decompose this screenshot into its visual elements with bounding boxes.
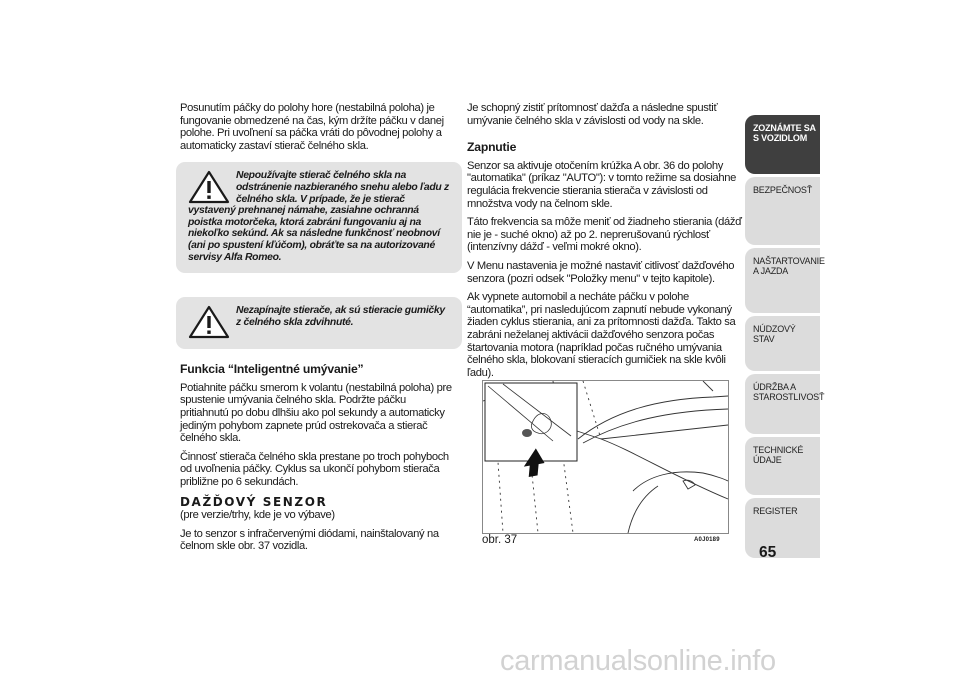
- figure-illustration: [482, 380, 729, 534]
- watermark: carmanualsonline.info: [500, 645, 776, 677]
- right-column: [467, 102, 742, 385]
- paragraph: Potiahnite páčku smerom k volantu (nestabilná poloha) pre spustenie umývania čelného skla. Podržte páčku pritiahnutú po dobu dlhšiu ako pol sekundy a automaticky jediným pohybom zapnete prúd ostrekovača a stierač čelného skla.: [180, 381, 452, 445]
- tab-starting-driving[interactable]: NAŠTARTOVANIE A JAZDA: [745, 248, 820, 313]
- paragraph: Ak vypnete automobil a necháte páčku v polohe “automatika”, pri nasledujúcom zapnutí nebude vykonaný žiaden cyklus stierania, ani za prítomnosti dažďa. Takto sa zabráni neželanej aktivácii dažďového senzora počas štartovania motora (napríklad počas ručného umývania čelného skla, blokovaní stieracích gumičiek na skle kvôli ľadu).: [467, 291, 736, 379]
- paragraph: V Menu nastavenia je možné nastaviť citlivosť dažďového senzora (pozri odsek "Položky menu" v tejto kapitole).: [467, 259, 735, 285]
- paragraph: Činnosť stierača čelného skla prestane po troch pohyboch od uvoľnenia páčky. Cyklus sa ukončí pohybom stierača približne po 6 sekundách.: [180, 450, 449, 488]
- warning-box: [176, 297, 462, 349]
- section-heading: Zapnutie: [467, 140, 517, 155]
- paragraph: Posunutím páčky do polohy hore (nestabilná poloha) je fungovanie obmedzené na čas, kým držíte páčku v danej polohe. Pri uvoľnení sa páčka vráti do pôvodnej polohy a automaticky zastaví stierač čelného skla.: [180, 102, 444, 152]
- tab-maintenance[interactable]: ÚDRŽBA A STAROSTLIVOSŤ: [745, 374, 820, 434]
- paragraph: Táto frekvencia sa môže meniť od žiadneho stierania (dážď nie je - suché okno) až po 2. neprerušovanú rýchlosť (intenzívny dážď - veľmi mokré okno).: [467, 216, 742, 254]
- warning-triangle-icon: [188, 305, 230, 339]
- warning-box: [176, 162, 462, 273]
- figure-caption: obr. 37: [482, 534, 518, 546]
- paragraph: Je to senzor s infračervenými diódami, nainštalovaný na čelnom skle obr. 37 vozidla.: [180, 527, 439, 553]
- warning-text: Nezapínajte stierače, ak sú stieracie gumičky z čelného skla zdvihnuté.: [236, 305, 445, 328]
- paragraph: Senzor sa aktivuje otočením krúžka A obr. 36 do polohy "automatika" (príkaz "AUTO"): v tomto režime sa dosiahne regulácia frekvencie stierania stierača v závislosti od množstva vody na čelnom skle.: [467, 159, 737, 210]
- left-column: [180, 102, 452, 559]
- tab-emergency[interactable]: NÚDZOVÝ STAV: [745, 316, 820, 371]
- tab-index[interactable]: REGISTER: [745, 498, 820, 558]
- tab-getting-to-know[interactable]: ZOZNÁMTE SA S VOZIDLOM: [745, 115, 820, 174]
- chapter-tabs: [745, 115, 825, 561]
- paragraph: (pre verzie/trhy, kde je vo výbave): [180, 509, 335, 522]
- warning-triangle-icon: [188, 170, 230, 204]
- warning-text: Nepoužívajte stierač čelného skla na odstránenie nazbieraného snehu alebo ľadu z čelného skla. V prípade, že je stierač vystavený prehnanej námahe, zasiahne ochranná poistka motorčeka, ktorá zabráni fungovaniu aj na niekoľko sekúnd. Ak sa následne funkčnosť neobnoví (ani po spustení kľúčom), obráťte sa na autorizované servisy Alfa Romeo.: [188, 170, 449, 263]
- section-heading: Funkcia “Inteligentné umývanie”: [180, 362, 364, 377]
- car-windshield-illustration: [483, 381, 728, 533]
- figure-code: A0J0189: [694, 537, 720, 543]
- chapter-heading: DAŽĎOVÝ SENZOR: [180, 495, 328, 510]
- tab-safety[interactable]: BEZPEČNOSŤ: [745, 177, 820, 245]
- tab-technical-data[interactable]: TECHNICKÉ ÚDAJE: [745, 437, 820, 495]
- paragraph: Je schopný zistiť prítomnosť dažďa a následne spustiť umývanie čelného skla v závislosti od vody na skle.: [467, 102, 718, 127]
- page-number: 65: [759, 544, 777, 561]
